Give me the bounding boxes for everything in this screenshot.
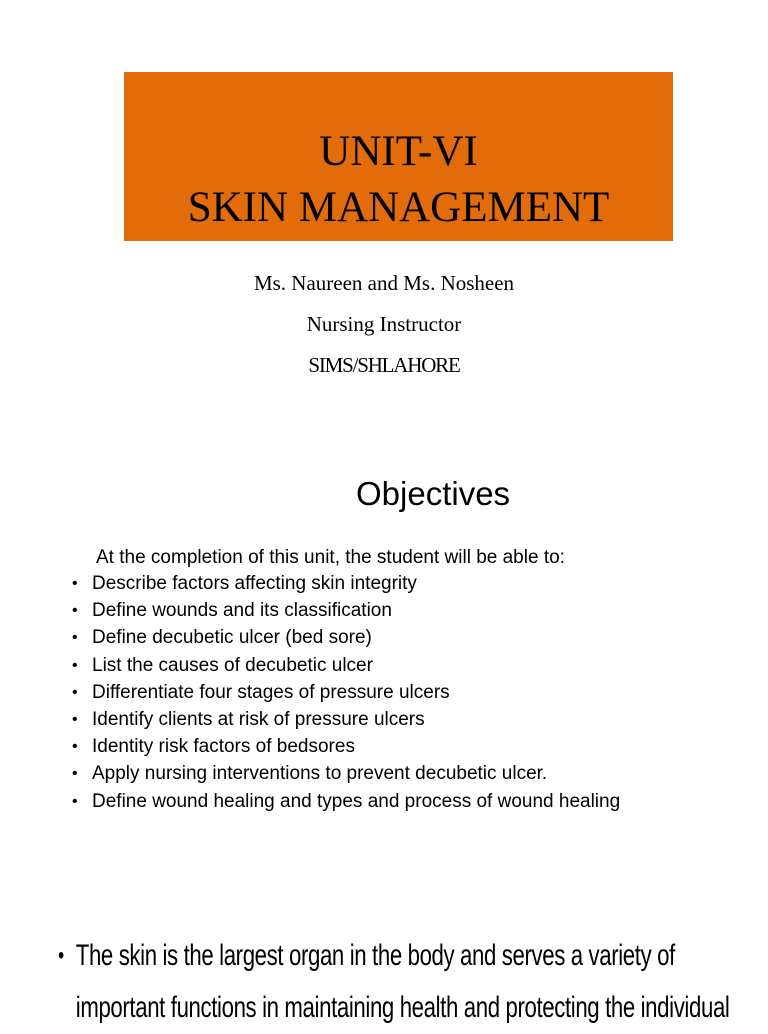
list-item: • Define wound healing and types and process of wound healing	[72, 790, 620, 817]
role: Nursing Instructor	[306, 312, 462, 336]
list-item: • Describe factors affecting skin integrity	[72, 572, 620, 599]
bullet-icon: •	[72, 629, 78, 647]
objectives-intro: At the completion of this unit, the student will be able to:	[96, 547, 565, 568]
bullet-icon: •	[72, 765, 78, 783]
bullet-icon: •	[72, 792, 78, 810]
paragraph-line-2: important functions in maintaining health and protecting the individual	[75, 991, 730, 1024]
bullet-icon: •	[72, 602, 78, 620]
institution: SIMS/SHLAHORE	[308, 353, 460, 377]
list-item: • Apply nursing interventions to prevent decubetic ulcer.	[72, 762, 620, 789]
bullet-icon: •	[58, 942, 64, 969]
bullet-icon: •	[72, 738, 78, 756]
bullet-icon: •	[72, 683, 78, 701]
title-box	[124, 72, 673, 241]
unit-subtitle: SKIN MANAGEMENT	[187, 184, 610, 231]
bullet-icon: •	[72, 656, 78, 674]
list-item: • Define decubetic ulcer (bed sore)	[72, 626, 620, 653]
skin-paragraph	[58, 930, 730, 1034]
authors: Ms. Naureen and Ms. Nosheen	[253, 271, 515, 295]
bullet-icon: •	[72, 575, 78, 592]
list-item: • Define wounds and its classification	[72, 599, 620, 626]
bullet-icon: •	[72, 710, 78, 728]
objectives-heading: Objectives	[356, 475, 511, 512]
unit-title: UNIT-VI	[319, 128, 478, 175]
list-item: • List the causes of decubetic ulcer	[72, 654, 620, 681]
objectives-list	[72, 572, 620, 817]
paragraph-line-1: • The skin is the largest organ in the body and serves a variety of	[58, 930, 576, 982]
list-item: • Identity risk factors of bedsores	[72, 735, 620, 762]
list-item: • Differentiate four stages of pressure ulcers	[72, 681, 620, 708]
list-item: • Identify clients at risk of pressure ulcers	[72, 708, 620, 735]
